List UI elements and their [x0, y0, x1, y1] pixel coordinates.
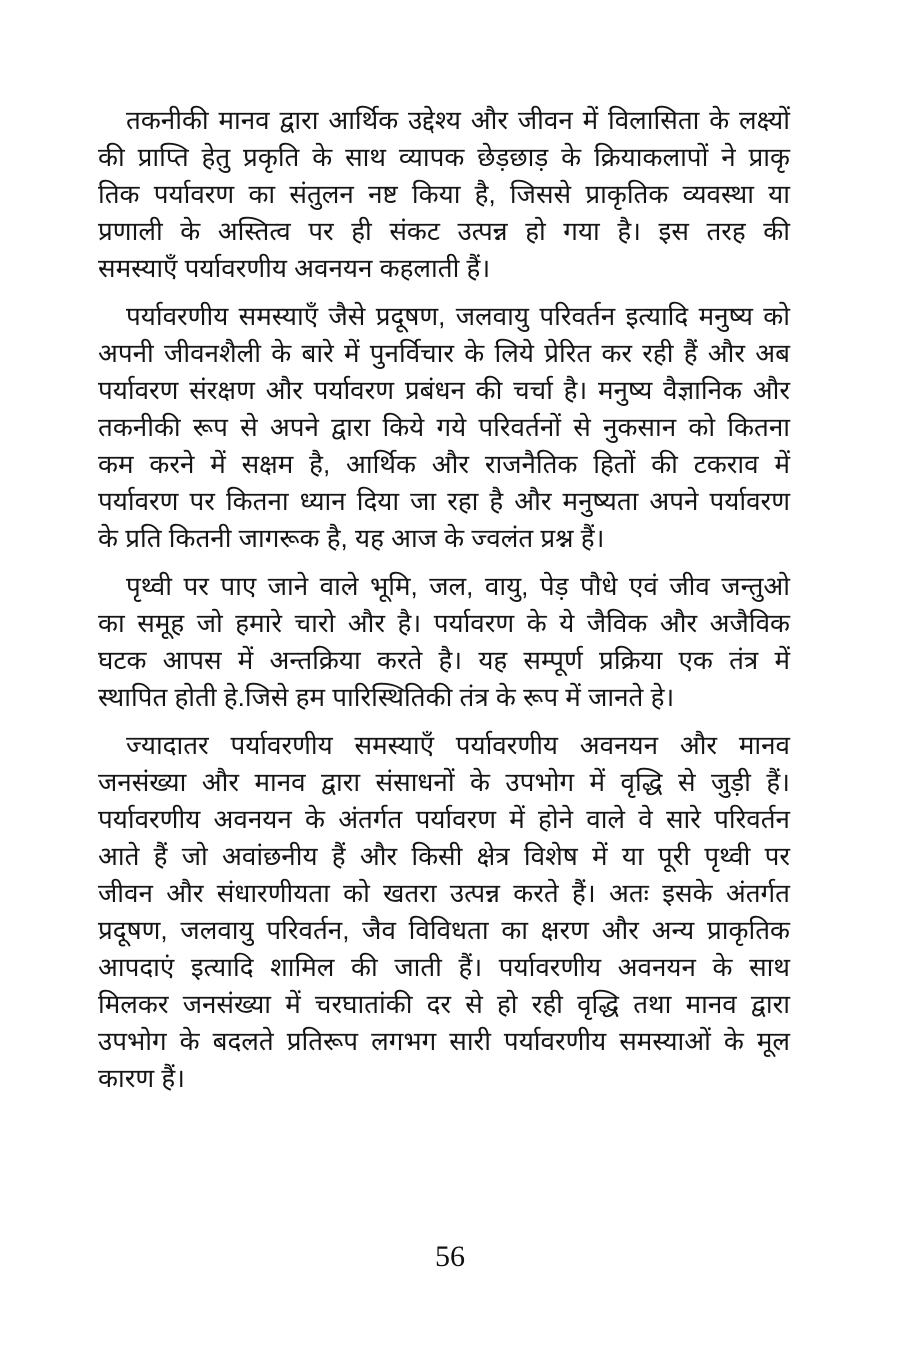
paragraph [98, 102, 790, 287]
text-line: पृथ्वी पर पाए जाने वाले भूमि, जल, वायु, पेड़ पौधे एवं जीव जन्तुओ [126, 571, 790, 601]
paragraph [98, 568, 790, 716]
text-line: पर्यावरणीय समस्याएँ जैसे प्रदूषण, जलवायु परिवर्तन इत्यादि मनुष्य को [126, 301, 790, 331]
text-line: अपनी जीवनशैली के बारे में पुनर्विचार के लिये प्रेरित कर रही हैं और अब [98, 338, 790, 368]
text-line: स्थापित होती हे.जिसे हम पारिस्थितिकी तंत्र के रूप में जानते हे। [98, 682, 675, 712]
text-line: ज्यादातर पर्यावरणीय समस्याएँ पर्यावरणीय अवनयन और मानव [126, 730, 790, 760]
text-line: की प्राप्ति हेतु प्रकृति के साथ व्यापक छेड़छाड़ के क्रियाकलापों ने प्राकृ [98, 142, 790, 172]
paragraph [98, 298, 790, 557]
text-line: का समूह जो हमारे चारो और है। पर्यावरण के ये जैविक और अजैविक [98, 608, 790, 638]
text-line: आपदाएं इत्यादि शामिल की जाती हैं। पर्यावरणीय अवनयन के साथ [98, 952, 790, 982]
text-line: कारण हैं। [98, 1063, 186, 1093]
text-line: आते हैं जो अवांछनीय हैं और किसी क्षेत्र विशेष में या पूरी पृथ्वी पर [98, 841, 790, 871]
page-body [98, 102, 790, 1108]
text-line: घटक आपस में अन्तक्रिया करते है। यह सम्पूर्ण प्रक्रिया एक तंत्र में [98, 645, 790, 675]
text-line: उपभोग के बदलते प्रतिरूप लगभग सारी पर्यावरणीय समस्याओं के मूल [98, 1026, 790, 1056]
text-line: जनसंख्या और मानव द्वारा संसाधनों के उपभोग में वृद्धि से जुड़ी हैं। [98, 767, 790, 797]
text-line: प्रणाली के अस्तित्व पर ही संकट उत्पन्न हो गया है। इस तरह की [98, 216, 790, 246]
text-line: पर्यावरण पर कितना ध्यान दिया जा रहा है और मनुष्यता अपने पर्यावरण [98, 486, 790, 516]
text-line: पर्यावरण संरक्षण और पर्यावरण प्रबंधन की चर्चा है। मनुष्य वैज्ञानिक और [98, 375, 790, 405]
text-line: तकनीकी मानव द्वारा आर्थिक उद्देश्य और जीवन में विलासिता के लक्ष्यों [126, 105, 790, 135]
text-line: मिलकर जनसंख्या में चरघातांकी दर से हो रही वृद्धि तथा मानव द्वारा [98, 989, 790, 1019]
text-line: जीवन और संधारणीयता को खतरा उत्पन्न करते हैं। अतः इसके अंतर्गत [98, 878, 790, 908]
text-line: प्रदूषण, जलवायु परिवर्तन, जैव विविधता का क्षरण और अन्य प्राकृतिक [98, 915, 790, 945]
text-line: पर्यावरणीय अवनयन के अंतर्गत पर्यावरण में होने वाले वे सारे परिवर्तन [98, 804, 790, 834]
text-line: समस्याएँ पर्यावरणीय अवनयन कहलाती हैं। [98, 253, 491, 283]
text-line: के प्रति कितनी जागरूक है, यह आज के ज्वलंत प्रश्न हैं। [98, 523, 605, 553]
page-number: 56 [435, 1240, 465, 1273]
paragraph [98, 727, 790, 1097]
text-line: कम करने में सक्षम है, आर्थिक और राजनैतिक हितों की टकराव में [98, 449, 790, 479]
text-line: तिक पर्यावरण का संतुलन नष्ट किया है, जिससे प्राकृतिक व्यवस्था या [98, 179, 790, 209]
text-line: तकनीकी रूप से अपने द्वारा किये गये परिवर्तनों से नुकसान को कितना [98, 412, 790, 442]
